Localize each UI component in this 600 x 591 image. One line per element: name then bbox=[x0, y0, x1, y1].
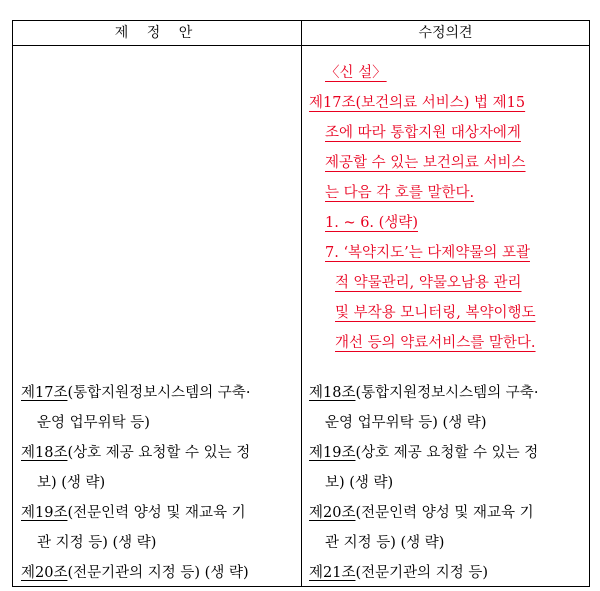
new-article-line: 제공할 수 있는 보건의료 서비스 bbox=[325, 155, 526, 171]
article-number: 제21조 bbox=[309, 565, 356, 581]
article-19: 제19조(상호 제공 요청할 수 있는 정 bbox=[309, 445, 539, 461]
header-divider bbox=[13, 45, 589, 46]
new-article-line: 조에 따라 통합지원 대상자에게 bbox=[325, 125, 521, 141]
new-article-item: 개선 등의 약료서비스를 말한다. bbox=[335, 335, 536, 351]
article-19: 제19조(전문인력 양성 및 재교육 기 bbox=[21, 505, 246, 521]
article-number: 제18조 bbox=[21, 445, 68, 461]
article-18-cont: 보) (생 략) bbox=[37, 475, 106, 491]
draft-articles bbox=[21, 378, 297, 588]
new-article-block bbox=[309, 58, 585, 358]
new-marker: 〈신 설〉 bbox=[325, 65, 387, 81]
revised-articles bbox=[309, 378, 585, 588]
article-number: 제20조 bbox=[309, 505, 356, 521]
article-18: 제18조(상호 제공 요청할 수 있는 정 bbox=[21, 445, 251, 461]
new-article-item: 7. ‘복약지도’는 다제약물의 포괄 bbox=[325, 245, 530, 261]
new-article-line: 는 다음 각 호를 말한다. bbox=[325, 185, 475, 201]
comparison-table bbox=[12, 20, 590, 587]
header-draft: 제 정 안 bbox=[114, 25, 200, 41]
article-20-cont: 관 지정 등) (생 략) bbox=[325, 535, 445, 551]
article-21: 제21조(전문기관의 지정 등) bbox=[309, 565, 489, 581]
new-article-item: 적 약물관리, 약물오남용 관리 bbox=[335, 275, 522, 291]
article-19-cont: 관 지정 등) (생 략) bbox=[37, 535, 157, 551]
article-20: 제20조(전문기관의 지정 등) (생 략) bbox=[21, 565, 249, 581]
new-article-item: 1. ~ 6. (생략) bbox=[325, 215, 418, 231]
article-19-cont: 보) (생 략) bbox=[325, 475, 394, 491]
article-17: 제17조(통합지원정보시스템의 구축· bbox=[21, 385, 251, 401]
article-number: 제17조 bbox=[21, 385, 68, 401]
article-18: 제18조(통합지원정보시스템의 구축· bbox=[309, 385, 539, 401]
article-17-cont: 운영 업무위탁 등) bbox=[37, 415, 150, 431]
article-number: 제19조 bbox=[21, 505, 68, 521]
article-number: 제19조 bbox=[309, 445, 356, 461]
article-number: 제18조 bbox=[309, 385, 356, 401]
article-20: 제20조(전문인력 양성 및 재교육 기 bbox=[309, 505, 534, 521]
column-divider bbox=[301, 21, 302, 586]
article-number: 제20조 bbox=[21, 565, 68, 581]
new-article-line: 제17조(보건의료 서비스) 법 제15 bbox=[309, 95, 526, 111]
article-18-cont: 운영 업무위탁 등) (생 략) bbox=[325, 415, 487, 431]
header-revision-opinion: 수정의견 bbox=[418, 25, 473, 41]
new-article-item: 및 부작용 모니터링, 복약이행도 bbox=[335, 305, 536, 321]
